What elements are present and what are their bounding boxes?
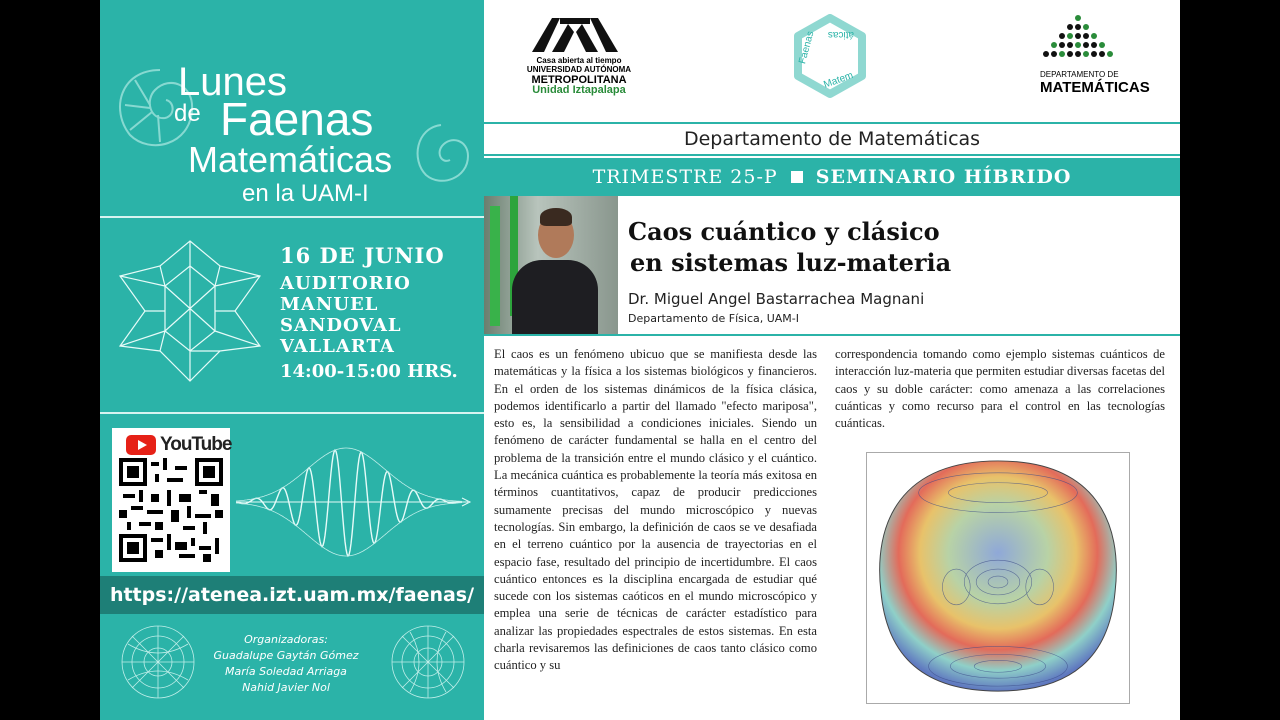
trimester-label: TRIMESTRE 25-P <box>592 166 778 188</box>
event-time: 14:00-15:00 HRS. <box>280 361 458 382</box>
faenas-logo-icon <box>790 14 870 100</box>
youtube-logo <box>126 434 231 456</box>
wave-packet-graphic <box>236 440 476 565</box>
seminar-band <box>484 158 1180 196</box>
organizer-name: Guadalupe Gaytán Gómez <box>213 649 359 662</box>
series-title-matematicas: Matemáticas <box>188 139 393 180</box>
event-url-link[interactable]: https://atenea.izt.uam.mx/faenas/ <box>100 576 484 614</box>
abstract-column-2: correspondencia tomando como ejemplo sistemas cuánticos de interacción luz-materia que permiten estudiar diversas facetas del caos y su doble carácter: como amenaza a las correlaciones cuánticas y como recurso para el control en las tecnologías cuánticas. <box>835 347 1165 431</box>
poster-right-panel <box>484 0 1180 720</box>
svg-text:Faenas: Faenas <box>797 30 817 66</box>
speaker-name: Dr. Miguel Angel Bastarrachea Magnani <box>628 290 925 308</box>
department-header: Departamento de Matemáticas <box>484 122 1180 156</box>
seminar-label: SEMINARIO HÍBRIDO <box>815 166 1072 188</box>
organizer-name: María Soledad Arriaga <box>225 665 347 678</box>
youtube-play-icon <box>126 435 156 455</box>
organizer-name: Nahid Javier Nol <box>242 681 330 694</box>
speaker-affiliation: Departamento de Física, UAM-I <box>628 312 800 325</box>
abstract-column-1: El caos es un fenómeno ubicuo que se manifiesta desde las matemáticas y la física a los sistemas biológicos y financieros. En el orden de los sistemas dinámicos de la física clásica, podemos identificarlo a partir del llamado "efecto mariposa", esto es, la sensibilidad a condiciones iniciales. Siendo un fenómeno de carácter fundamental se halla en el centro del problema de la transición entre el mundo clásico y el cuántico. La mecánica cuántica es probablemente la teoría más exitosa en términos cuantitativos, capaz de producir predicciones sumamente precisas del mundo microscópico y nuevas tecnologías. Sin embargo, la definición de caos se ve desafiada en el terreno cuántico por la ausencia de trayectorias en el espacio fase, resultado del principio de incertidumbre. El caos cuántico entonces es la disciplina encargada de estudiar qué sucede con los sistemas caóticos en el mundo microscópico y emplea una serie de técnicas de carácter estadístico para analizar las propiedades espectrales de estos sistemas. En esta charla revisaremos las definiciones de caos tanto clásico como cuántico y su <box>494 347 817 673</box>
divider <box>100 216 484 218</box>
matematicas-dept-logo-icon <box>1040 14 1116 62</box>
youtube-label: YouTube <box>160 434 232 455</box>
event-date: 16 DE JUNIO <box>280 243 445 268</box>
uam-logo-icon <box>530 14 620 54</box>
polyhedron-icon <box>110 236 270 386</box>
divider <box>484 334 1180 336</box>
separator-square-icon <box>791 171 803 183</box>
event-venue: AUDITORIO MANUEL SANDOVAL VALLARTA <box>280 273 411 357</box>
series-title-faenas: Faenas <box>220 93 374 145</box>
organizers-heading: Organizadoras: <box>244 633 328 646</box>
organizers-block <box>200 632 372 696</box>
qr-code-icon <box>119 458 223 562</box>
svg-text:áticas: áticas <box>827 29 854 40</box>
youtube-qr-card[interactable] <box>112 428 230 572</box>
series-title-de: de <box>174 100 201 127</box>
nautilus-shell-icon <box>406 120 476 190</box>
dept-logo-text: DEPARTAMENTO DE MATEMÁTICAS <box>1040 70 1150 96</box>
svg-text:Matem: Matem <box>822 69 855 91</box>
series-title-uam: en la UAM-I <box>242 180 369 207</box>
series-title-lunes: Lunes <box>178 60 287 104</box>
phase-space-plot <box>866 452 1130 704</box>
speaker-photo <box>484 196 618 334</box>
poster-left-panel <box>100 0 484 720</box>
mandala-icon <box>388 622 468 702</box>
divider <box>100 412 484 414</box>
mandala-icon <box>118 622 198 702</box>
uam-logo-text: Casa abierta al tiempo UNIVERSIDAD AUTÓNOMA METROPOLITANA Unidad Iztapalapa <box>526 56 632 96</box>
talk-title: Caos cuántico y clásico en sistemas luz-materia <box>628 217 952 277</box>
